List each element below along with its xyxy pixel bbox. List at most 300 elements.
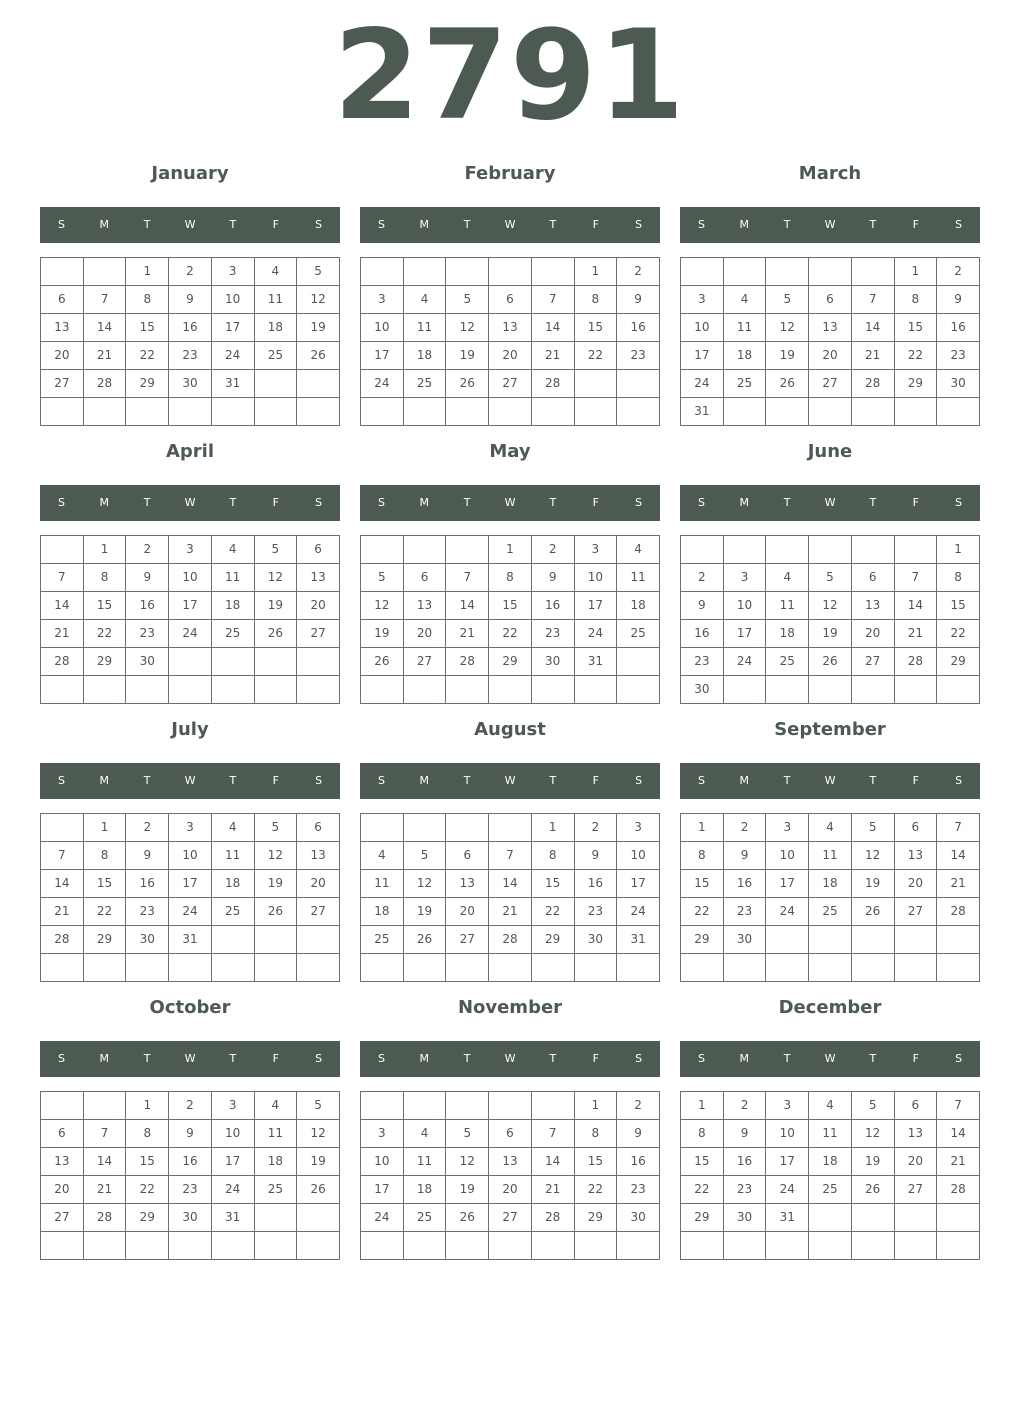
- day-cell: [403, 1092, 446, 1120]
- day-cell: 4: [211, 536, 254, 564]
- day-cell: 10: [211, 286, 254, 314]
- day-cell: 18: [403, 1176, 446, 1204]
- day-cell: 25: [361, 926, 404, 954]
- day-cell: [723, 258, 766, 286]
- day-cell: [809, 258, 852, 286]
- weekday-label: T: [143, 496, 151, 509]
- day-cell: 3: [766, 814, 809, 842]
- day-cell: 21: [83, 1176, 126, 1204]
- day-cell: 28: [83, 370, 126, 398]
- week-row: [361, 564, 660, 592]
- day-cell: 18: [403, 342, 446, 370]
- week-row: [361, 1120, 660, 1148]
- day-cell: 30: [169, 1204, 212, 1232]
- week-row: [41, 258, 340, 286]
- day-cell: [617, 676, 660, 704]
- day-cell: [617, 954, 660, 982]
- week-row: [681, 536, 980, 564]
- day-cell: 13: [809, 314, 852, 342]
- week-row: [361, 954, 660, 982]
- day-cell: 3: [574, 536, 617, 564]
- weekday-label: T: [143, 774, 151, 787]
- day-cell: 2: [126, 536, 169, 564]
- day-cell: [403, 536, 446, 564]
- month-name: June: [807, 441, 853, 462]
- day-cell: [937, 398, 980, 426]
- week-row: [41, 814, 340, 842]
- day-cell: 20: [403, 620, 446, 648]
- day-cell: 26: [446, 370, 489, 398]
- day-cell: 25: [403, 370, 446, 398]
- day-cell: 1: [681, 814, 724, 842]
- day-cell: 1: [937, 536, 980, 564]
- week-row: [361, 286, 660, 314]
- day-cell: [894, 1204, 937, 1232]
- day-cell: [574, 370, 617, 398]
- day-cell: [531, 954, 574, 982]
- day-cell: 3: [169, 536, 212, 564]
- day-cell: 2: [723, 1092, 766, 1120]
- day-cell: [41, 676, 84, 704]
- day-cell: 8: [894, 286, 937, 314]
- day-cell: 14: [851, 314, 894, 342]
- day-cell: [361, 1232, 404, 1260]
- day-cell: 25: [254, 342, 297, 370]
- week-row: [681, 1092, 980, 1120]
- day-cell: 8: [681, 842, 724, 870]
- weekday-label: S: [697, 774, 705, 787]
- day-cell: [809, 954, 852, 982]
- week-row: [41, 1148, 340, 1176]
- day-cell: [41, 258, 84, 286]
- day-cell: 18: [617, 592, 660, 620]
- day-cell: 15: [126, 314, 169, 342]
- day-cell: 22: [83, 620, 126, 648]
- day-cell: [83, 954, 126, 982]
- day-cell: 1: [489, 536, 532, 564]
- day-cell: [489, 814, 532, 842]
- day-cell: 14: [489, 870, 532, 898]
- day-cell: 24: [361, 1204, 404, 1232]
- day-cell: [681, 536, 724, 564]
- weekday-label: W: [824, 496, 836, 509]
- day-cell: 29: [937, 648, 980, 676]
- day-cell: 1: [83, 536, 126, 564]
- day-cell: [211, 648, 254, 676]
- day-cell: 9: [723, 842, 766, 870]
- day-grid: [40, 257, 340, 426]
- weekday-label: S: [315, 496, 323, 509]
- day-cell: 27: [489, 370, 532, 398]
- day-cell: [41, 398, 84, 426]
- month-name: October: [149, 997, 231, 1018]
- day-cell: 29: [681, 926, 724, 954]
- week-row: [41, 342, 340, 370]
- weekday-label: S: [955, 1052, 963, 1065]
- day-cell: 3: [169, 814, 212, 842]
- day-cell: 28: [41, 926, 84, 954]
- day-cell: [894, 926, 937, 954]
- day-cell: 31: [169, 926, 212, 954]
- day-cell: 16: [723, 870, 766, 898]
- day-cell: 1: [83, 814, 126, 842]
- weekday-label: M: [739, 774, 750, 787]
- day-cell: 17: [361, 1176, 404, 1204]
- day-cell: 27: [41, 1204, 84, 1232]
- weekday-label: F: [272, 496, 279, 509]
- day-cell: 20: [297, 592, 340, 620]
- day-cell: [766, 954, 809, 982]
- day-cell: 1: [894, 258, 937, 286]
- week-row: [681, 870, 980, 898]
- day-cell: 26: [254, 898, 297, 926]
- day-cell: [211, 676, 254, 704]
- day-cell: 4: [211, 814, 254, 842]
- day-cell: [489, 1232, 532, 1260]
- day-cell: 3: [211, 1092, 254, 1120]
- day-cell: 2: [681, 564, 724, 592]
- day-cell: 30: [531, 648, 574, 676]
- week-row: [681, 1176, 980, 1204]
- weekday-label: S: [315, 218, 323, 231]
- day-cell: 27: [297, 898, 340, 926]
- day-cell: [254, 1232, 297, 1260]
- week-row: [361, 870, 660, 898]
- day-cell: 3: [361, 286, 404, 314]
- day-cell: 5: [446, 1120, 489, 1148]
- day-cell: [574, 676, 617, 704]
- day-grid: [680, 257, 980, 426]
- day-cell: 25: [617, 620, 660, 648]
- weekday-label: W: [184, 1052, 196, 1065]
- day-cell: 24: [211, 1176, 254, 1204]
- weekday-label: S: [955, 496, 963, 509]
- weekday-label: M: [99, 496, 110, 509]
- day-cell: [531, 258, 574, 286]
- day-cell: 15: [83, 592, 126, 620]
- day-cell: [169, 676, 212, 704]
- weekday-label: S: [697, 1052, 705, 1065]
- day-cell: 16: [574, 870, 617, 898]
- day-cell: 17: [211, 314, 254, 342]
- day-cell: 25: [809, 898, 852, 926]
- weekday-label: W: [504, 1052, 516, 1065]
- day-cell: 17: [766, 870, 809, 898]
- day-cell: 9: [169, 286, 212, 314]
- day-grid: [680, 1091, 980, 1260]
- day-cell: 16: [681, 620, 724, 648]
- day-cell: 10: [361, 1148, 404, 1176]
- day-cell: 29: [574, 1204, 617, 1232]
- day-cell: 20: [489, 1176, 532, 1204]
- day-cell: 12: [361, 592, 404, 620]
- day-cell: [254, 676, 297, 704]
- day-cell: 8: [126, 1120, 169, 1148]
- weekday-label: W: [824, 774, 836, 787]
- week-row: [361, 536, 660, 564]
- day-cell: 17: [169, 592, 212, 620]
- day-cell: 5: [766, 286, 809, 314]
- week-row: [41, 620, 340, 648]
- day-cell: 23: [723, 1176, 766, 1204]
- day-cell: 11: [403, 314, 446, 342]
- week-row: [361, 1204, 660, 1232]
- day-cell: [169, 648, 212, 676]
- weekday-label: S: [635, 1052, 643, 1065]
- day-cell: 12: [254, 564, 297, 592]
- day-cell: 23: [617, 1176, 660, 1204]
- weekday-label: F: [592, 496, 599, 509]
- day-cell: 22: [574, 1176, 617, 1204]
- day-cell: 6: [894, 1092, 937, 1120]
- week-row: [361, 370, 660, 398]
- day-cell: 7: [83, 1120, 126, 1148]
- day-cell: [851, 536, 894, 564]
- weekday-label: S: [57, 496, 65, 509]
- day-cell: 3: [361, 1120, 404, 1148]
- day-cell: [766, 1232, 809, 1260]
- day-cell: 22: [531, 898, 574, 926]
- day-cell: 9: [169, 1120, 212, 1148]
- day-cell: [766, 258, 809, 286]
- month-name: July: [171, 719, 209, 740]
- day-cell: 30: [723, 1204, 766, 1232]
- day-cell: 7: [937, 814, 980, 842]
- day-cell: 17: [169, 870, 212, 898]
- weekday-label: M: [99, 1052, 110, 1065]
- day-cell: 15: [681, 1148, 724, 1176]
- day-cell: 17: [574, 592, 617, 620]
- day-cell: 2: [617, 1092, 660, 1120]
- week-row: [41, 592, 340, 620]
- day-cell: 14: [83, 314, 126, 342]
- day-cell: 24: [169, 620, 212, 648]
- day-cell: 24: [361, 370, 404, 398]
- day-cell: [446, 954, 489, 982]
- day-cell: [403, 1232, 446, 1260]
- day-cell: 13: [41, 1148, 84, 1176]
- day-cell: 15: [126, 1148, 169, 1176]
- day-cell: [531, 398, 574, 426]
- day-cell: 19: [851, 870, 894, 898]
- day-cell: 12: [254, 842, 297, 870]
- day-cell: [211, 926, 254, 954]
- day-cell: [254, 954, 297, 982]
- day-cell: 6: [851, 564, 894, 592]
- weekday-label: W: [824, 1052, 836, 1065]
- week-row: [681, 564, 980, 592]
- day-cell: 31: [211, 370, 254, 398]
- day-cell: 6: [403, 564, 446, 592]
- day-cell: 16: [531, 592, 574, 620]
- day-cell: 13: [446, 870, 489, 898]
- week-row: [41, 1176, 340, 1204]
- day-cell: [403, 258, 446, 286]
- week-row: [681, 258, 980, 286]
- day-cell: [403, 814, 446, 842]
- weekday-label: T: [463, 218, 471, 231]
- day-cell: [851, 676, 894, 704]
- day-cell: 2: [169, 1092, 212, 1120]
- day-cell: 26: [403, 926, 446, 954]
- day-cell: 2: [617, 258, 660, 286]
- day-cell: 31: [766, 1204, 809, 1232]
- day-cell: 10: [681, 314, 724, 342]
- weekday-label: T: [463, 774, 471, 787]
- day-cell: [446, 536, 489, 564]
- day-cell: 28: [83, 1204, 126, 1232]
- day-cell: [254, 370, 297, 398]
- day-cell: 2: [723, 814, 766, 842]
- day-cell: 7: [851, 286, 894, 314]
- day-cell: 1: [126, 1092, 169, 1120]
- weekday-label: T: [869, 218, 877, 231]
- day-cell: 27: [809, 370, 852, 398]
- week-row: [681, 898, 980, 926]
- day-cell: 9: [574, 842, 617, 870]
- day-cell: 19: [254, 592, 297, 620]
- day-cell: 29: [681, 1204, 724, 1232]
- day-cell: 26: [254, 620, 297, 648]
- day-cell: [531, 1232, 574, 1260]
- week-row: [361, 314, 660, 342]
- day-cell: 26: [851, 898, 894, 926]
- week-row: [41, 954, 340, 982]
- day-cell: 28: [446, 648, 489, 676]
- day-cell: [446, 814, 489, 842]
- day-cell: [574, 954, 617, 982]
- day-cell: 16: [723, 1148, 766, 1176]
- day-cell: [617, 648, 660, 676]
- week-row: [41, 842, 340, 870]
- day-cell: [574, 398, 617, 426]
- day-cell: 15: [894, 314, 937, 342]
- day-cell: 8: [574, 1120, 617, 1148]
- day-cell: 16: [937, 314, 980, 342]
- weekday-label: T: [143, 1052, 151, 1065]
- day-grid: [360, 535, 660, 704]
- weekday-label: T: [783, 496, 791, 509]
- day-cell: 29: [126, 370, 169, 398]
- day-cell: 7: [489, 842, 532, 870]
- day-cell: 20: [41, 342, 84, 370]
- day-cell: [297, 954, 340, 982]
- day-cell: 8: [83, 842, 126, 870]
- day-cell: 20: [41, 1176, 84, 1204]
- day-cell: 4: [723, 286, 766, 314]
- weekday-header: [360, 1041, 660, 1077]
- day-cell: 17: [681, 342, 724, 370]
- day-cell: 22: [83, 898, 126, 926]
- day-cell: [211, 1232, 254, 1260]
- day-cell: [809, 398, 852, 426]
- day-cell: 2: [937, 258, 980, 286]
- weekday-label: T: [143, 218, 151, 231]
- day-cell: [361, 536, 404, 564]
- weekday-label: S: [377, 218, 385, 231]
- weekday-header: [680, 1041, 980, 1077]
- day-cell: 5: [403, 842, 446, 870]
- day-cell: 27: [403, 648, 446, 676]
- day-cell: [766, 676, 809, 704]
- weekday-label: S: [635, 496, 643, 509]
- weekday-label: T: [229, 496, 237, 509]
- day-cell: [851, 1204, 894, 1232]
- day-cell: 19: [403, 898, 446, 926]
- day-cell: 8: [531, 842, 574, 870]
- weekday-label: M: [99, 774, 110, 787]
- day-cell: 8: [574, 286, 617, 314]
- week-row: [41, 536, 340, 564]
- day-cell: [809, 1204, 852, 1232]
- day-cell: 25: [254, 1176, 297, 1204]
- day-cell: [894, 398, 937, 426]
- day-cell: 10: [766, 842, 809, 870]
- day-cell: [809, 676, 852, 704]
- day-cell: 16: [617, 1148, 660, 1176]
- day-cell: [361, 398, 404, 426]
- weekday-label: F: [592, 1052, 599, 1065]
- day-cell: 27: [894, 1176, 937, 1204]
- week-row: [681, 814, 980, 842]
- day-cell: [809, 926, 852, 954]
- day-cell: 14: [41, 870, 84, 898]
- day-cell: 15: [83, 870, 126, 898]
- day-cell: [403, 676, 446, 704]
- day-cell: 30: [617, 1204, 660, 1232]
- day-cell: 16: [169, 1148, 212, 1176]
- month-name: May: [489, 441, 531, 462]
- day-cell: 12: [403, 870, 446, 898]
- day-cell: [894, 536, 937, 564]
- weekday-label: S: [315, 774, 323, 787]
- week-row: [681, 676, 980, 704]
- weekday-label: S: [57, 1052, 65, 1065]
- weekday-label: F: [912, 218, 919, 231]
- day-cell: 1: [574, 1092, 617, 1120]
- weekday-label: T: [229, 774, 237, 787]
- weekday-label: S: [955, 774, 963, 787]
- weekday-label: T: [783, 774, 791, 787]
- day-cell: 21: [937, 1148, 980, 1176]
- week-row: [41, 648, 340, 676]
- day-cell: 27: [851, 648, 894, 676]
- day-cell: 20: [809, 342, 852, 370]
- weekday-label: F: [272, 1052, 279, 1065]
- day-cell: 6: [41, 286, 84, 314]
- day-cell: 19: [446, 1176, 489, 1204]
- day-cell: [254, 398, 297, 426]
- week-row: [41, 1232, 340, 1260]
- day-cell: [361, 1092, 404, 1120]
- day-cell: 18: [254, 1148, 297, 1176]
- day-cell: 11: [809, 1120, 852, 1148]
- week-row: [681, 1120, 980, 1148]
- weekday-label: T: [463, 1052, 471, 1065]
- week-row: [41, 1120, 340, 1148]
- day-cell: [83, 1232, 126, 1260]
- day-cell: [297, 398, 340, 426]
- day-cell: 24: [766, 1176, 809, 1204]
- day-cell: [851, 926, 894, 954]
- weekday-label: F: [272, 218, 279, 231]
- day-cell: 8: [681, 1120, 724, 1148]
- day-cell: 24: [211, 342, 254, 370]
- weekday-label: M: [419, 1052, 430, 1065]
- day-cell: 15: [531, 870, 574, 898]
- day-cell: 28: [489, 926, 532, 954]
- day-cell: [723, 954, 766, 982]
